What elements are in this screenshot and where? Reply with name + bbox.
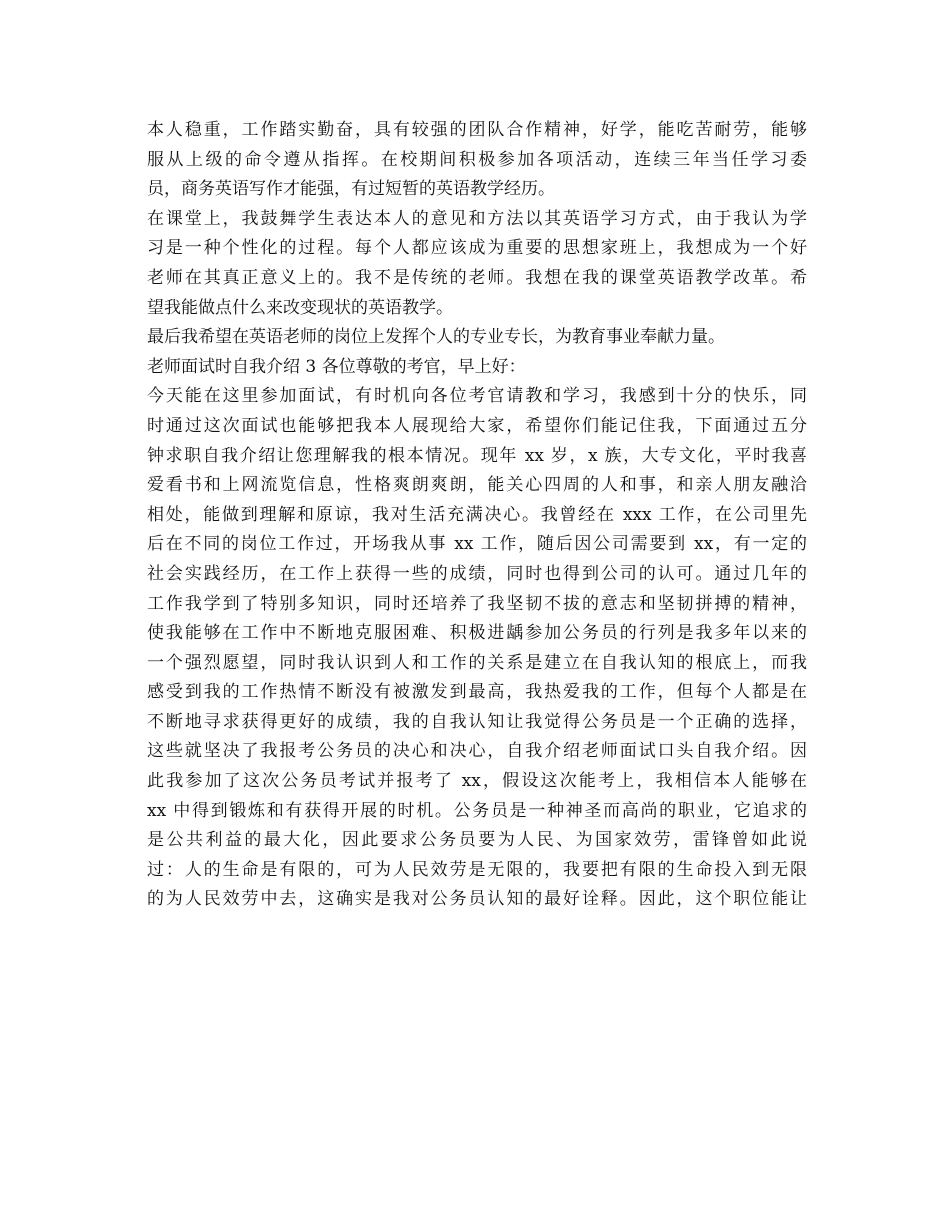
text-line: 老师面试时自我介绍 3 各位尊敬的考官，早上好： <box>147 356 526 377</box>
text-line: 员，商务英语写作才能强，有过短暂的英语教学经历。 <box>147 179 555 200</box>
text-line: 最后我希望在英语老师的岗位上发挥个人的专业专长，为教育事业奉献力量。 <box>147 327 725 348</box>
text-line: 服从上级的命令遵从指挥。在校期间积极参加各项活动，连续三年当任学习委 <box>147 149 807 170</box>
text-line: 钟求职自我介绍让您理解我的根本情况。现年 xx 岁，x 族，大专文化，平时我喜 <box>147 445 807 466</box>
text-line: 习是一种个性化的过程。每个人都应该成为重要的思想家班上，我想成为一个好 <box>147 238 807 259</box>
text-line: 望我能做点什么来改变现状的英语教学。 <box>147 297 453 318</box>
text-line: 后在不同的岗位工作过，开场我从事 xx 工作，随后因公司需要到 xx，有一定的 <box>147 534 807 555</box>
text-line: 这些就坚决了我报考公务员的决心和决心，自我介绍老师面试口头自我介绍。因 <box>147 741 807 762</box>
text-line: 今天能在这里参加面试，有时机向各位考官请教和学习，我感到十分的快乐，同 <box>147 386 807 407</box>
text-line: 是公共利益的最大化，因此要求公务员要为人民、为国家效劳，雷锋曾如此说 <box>147 830 807 851</box>
text-line: 时通过这次面试也能够把我本人展现给大家，希望你们能记住我，下面通过五分 <box>147 415 807 436</box>
text-line: 一个强烈愿望，同时我认识到人和工作的关系是建立在自我认知的根底上，而我 <box>147 652 807 673</box>
text-line: 感受到我的工作热情不断没有被激发到最高，我热爱我的工作，但每个人都是在 <box>147 682 807 703</box>
text-line: 爱看书和上网流览信息，性格爽朗爽朗，能关心四周的人和事，和亲人朋友融洽 <box>147 475 807 496</box>
text-line: 使我能够在工作中不断地克服困难、积极进龋参加公务员的行列是我多年以来的 <box>147 623 807 644</box>
text-line: 此我参加了这次公务员考试并报考了 xx，假设这次能考上，我相信本人能够在 <box>147 771 807 792</box>
document-body <box>147 116 807 915</box>
text-line: 不断地寻求获得更好的成绩，我的自我认知让我觉得公务员是一个正确的选择， <box>147 711 807 732</box>
text-line: 在课堂上，我鼓舞学生表达本人的意见和方法以其英语学习方式，由于我认为学 <box>147 208 807 229</box>
text-line: 老师在其真正意义上的。我不是传统的老师。我想在我的课堂英语教学改革。希 <box>147 267 807 288</box>
text-line: 过：人的生命是有限的，可为人民效劳是无限的，我要把有限的生命投入到无限 <box>147 859 807 880</box>
text-line: 社会实践经历，在工作上获得一些的成绩，同时也得到公司的认可。通过几年的 <box>147 563 807 584</box>
text-line: xx 中得到锻炼和有获得开展的时机。公务员是一种神圣而高尚的职业，它追求的 <box>147 800 807 821</box>
text-line: 本人稳重，工作踏实勤奋，具有较强的团队合作精神，好学，能吃苦耐劳，能够 <box>147 120 807 140</box>
text-line: 的为人民效劳中去，这确实是我对公务员认知的最好诠释。因此，这个职位能让 <box>147 889 807 910</box>
text-line: 相处，能做到理解和原谅，我对生活充满决心。我曾经在 xxx 工作，在公司里先 <box>147 504 807 525</box>
text-line: 工作我学到了特别多知识，同时还培养了我坚韧不拔的意志和坚韧拼搏的精神， <box>147 593 807 614</box>
